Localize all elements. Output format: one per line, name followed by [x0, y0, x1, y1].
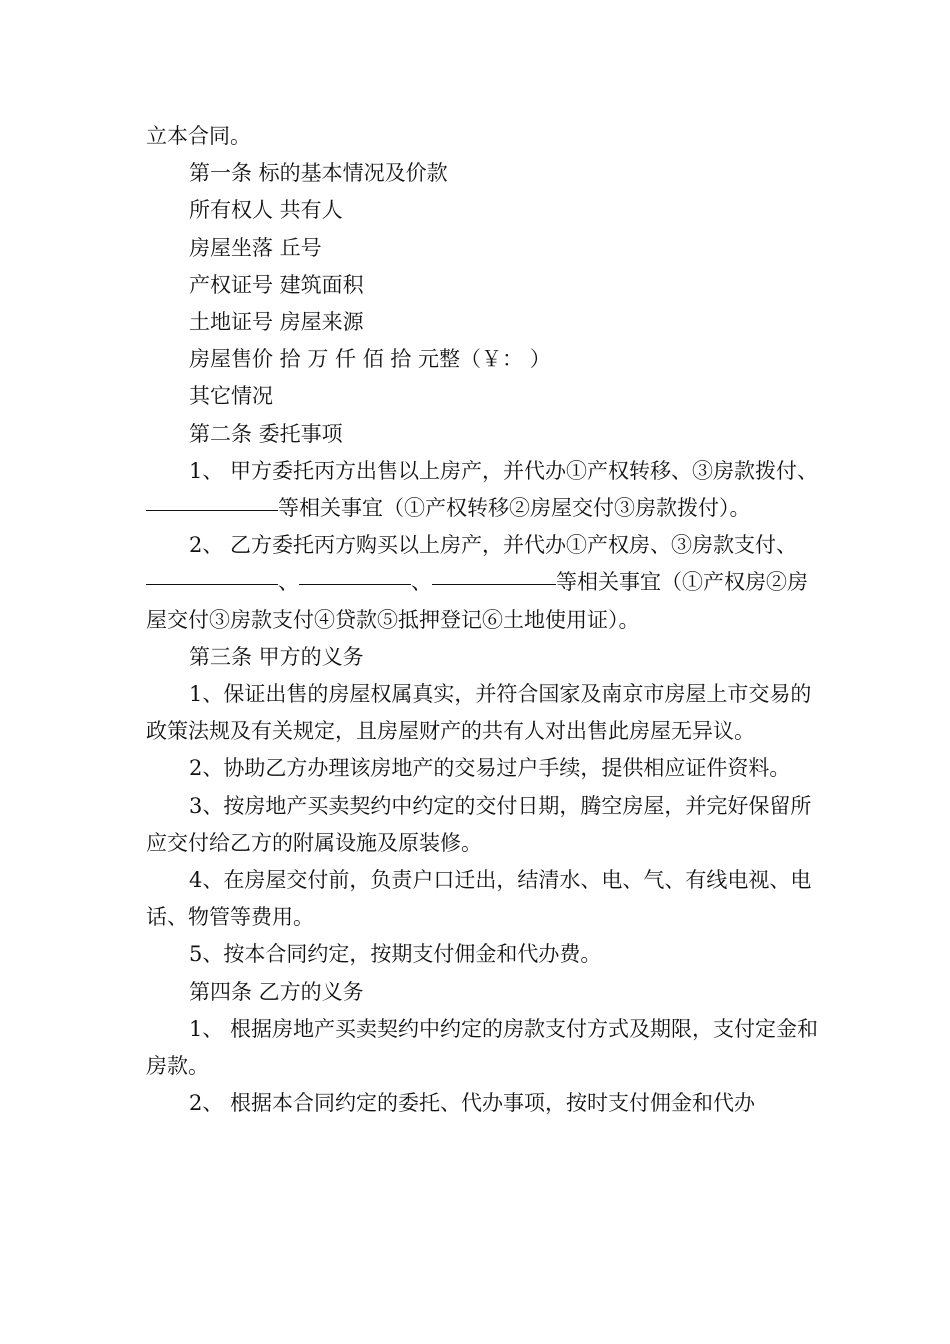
clause-text: 、 — [278, 570, 299, 595]
article-3-clause-4: 4、在房屋交付前，负责户口迁出，结清水、电、气、有线电视、电话、物管等费用。 — [146, 868, 812, 930]
field-land-cert: 土地证号 房屋来源 — [189, 310, 364, 335]
clause-text: 等相关事宜（①产权房②房屋交付③房款支付④贷款⑤抵押登记⑥土地使用证）。 — [146, 570, 808, 632]
clause-text: 、 — [411, 570, 432, 595]
fill-blank — [146, 488, 278, 511]
field-location: 房屋坐落 丘号 — [189, 235, 322, 260]
article-3-clause-1: 1、保证出售的房屋权属真实，并符合国家及南京市房屋上市交易的政策法规及有关规定，且房屋财产的共有人对出售此房屋无异议。 — [146, 682, 812, 744]
fill-blank — [432, 562, 556, 585]
fill-blank — [299, 562, 411, 585]
article-3-clause-2: 2、协助乙方办理该房地产的交易过户手续，提供相应证件资料。 — [189, 756, 791, 781]
field-owner: 所有权人 共有人 — [189, 198, 343, 223]
paragraph-intro: 立本合同。 — [146, 124, 251, 148]
clause-text: 等相关事宜（①产权转移②房屋交付③房款拨付）。 — [278, 496, 751, 521]
article-3-clause-3: 3、按房地产买卖契约中约定的交付日期，腾空房屋，并完好保留所应交付给乙方的附属设施及原装修。 — [146, 793, 812, 855]
article-4-clause-1: 1、 根据房地产买卖契约中约定的房款支付方式及期限，支付定金和房款。 — [146, 1016, 819, 1079]
clause-text: 2、 乙方委托丙方购买以上房产，并代办①产权房、③房款支付、 — [189, 533, 798, 558]
article-4-clause-2: 2、 根据本合同约定的委托、代办事项，按时支付佣金和代办 — [189, 1091, 756, 1116]
field-title-number: 产权证号 建筑面积 — [189, 272, 364, 297]
article-3-clause-5: 5、按本合同约定，按期支付佣金和代办费。 — [189, 942, 602, 967]
field-price: 房屋售价 拾 万 仟 佰 拾 元整（￥： ） — [189, 347, 551, 372]
field-other: 其它情况 — [189, 384, 273, 409]
article-2-clause-2 — [146, 527, 822, 639]
article-1-heading: 第一条 标的基本情况及价款 — [189, 161, 448, 186]
fill-blank — [146, 562, 278, 585]
clause-text: 1、 甲方委托丙方出售以上房产，并代办①产权转移、③房款拨付、 — [189, 458, 819, 483]
article-4-heading: 第四条 乙方的义务 — [189, 979, 364, 1004]
article-2-clause-1 — [146, 453, 822, 527]
article-3-heading: 第三条 甲方的义务 — [189, 644, 364, 669]
document-body — [146, 118, 822, 1122]
article-2-heading: 第二条 委托事项 — [189, 421, 343, 446]
